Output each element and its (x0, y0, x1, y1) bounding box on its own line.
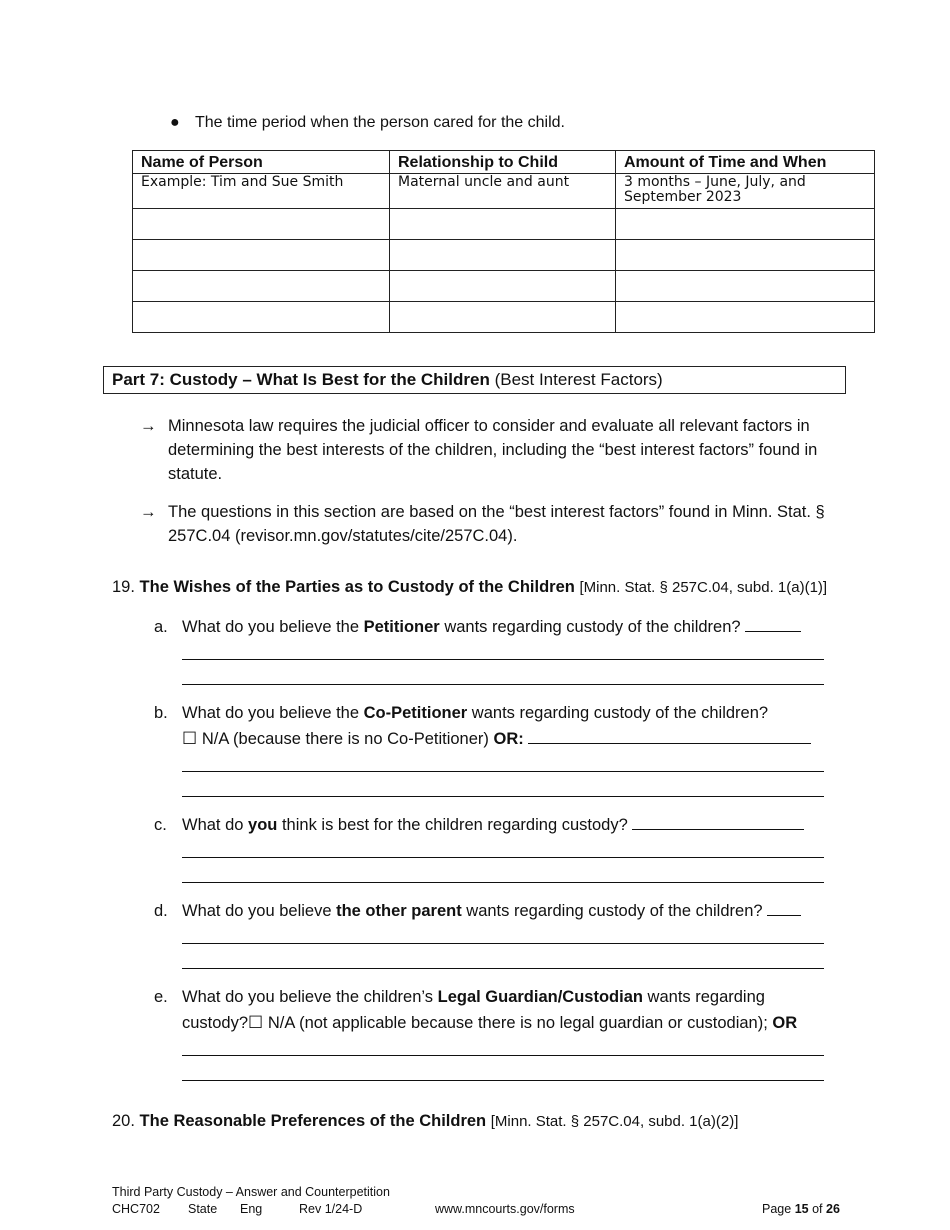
statute-citation: [Minn. Stat. § 257C.04, subd. 1(a)(1)] (579, 579, 828, 596)
item-letter: a. (154, 618, 168, 636)
na-label: N/A (because there is no Co-Petitioner) (201, 730, 489, 748)
question-title: The Reasonable Preferences of the Children (139, 1112, 487, 1130)
page-current: 15 (794, 1202, 809, 1216)
column-header: Relationship to Child (390, 151, 616, 174)
question-text-post: think is best for the children regarding custody? (277, 816, 628, 834)
item-letter: e. (154, 988, 168, 1006)
checkbox-icon[interactable]: ☐ (182, 729, 198, 748)
answer-line[interactable] (182, 882, 824, 883)
table-cell[interactable] (133, 271, 390, 302)
item-letter: b. (154, 704, 168, 722)
question-text-pre: What do (182, 816, 249, 834)
question-number: 20. (112, 1112, 135, 1130)
answer-blank[interactable] (767, 899, 801, 916)
answer-line[interactable] (182, 1080, 824, 1081)
question-text-post: wants regarding custody of the children? (461, 902, 763, 920)
table-cell: Example: Tim and Sue Smith (133, 174, 390, 209)
footer-state: State (188, 1202, 218, 1216)
answer-line[interactable] (182, 659, 824, 660)
question-text-pre: What do you believe (182, 902, 337, 920)
question-text-bold: Petitioner (363, 618, 440, 636)
answer-blank[interactable] (528, 727, 811, 744)
column-header: Name of Person (133, 151, 390, 174)
item-letter: c. (154, 816, 167, 834)
footer-revision: Rev 1/24-D (299, 1202, 363, 1216)
answer-line[interactable] (182, 796, 824, 797)
table-cell[interactable] (390, 240, 616, 271)
question-20-heading (112, 1112, 738, 1131)
question-text-bold: the other parent (336, 902, 462, 920)
arrow-right-icon: → (140, 503, 157, 521)
table-row[interactable] (133, 271, 875, 302)
na-option (182, 1010, 797, 1036)
answer-line[interactable] (182, 943, 824, 944)
page-label: Page (762, 1202, 792, 1216)
note-item (140, 414, 830, 488)
question-text-post: wants regarding custody of the children? (439, 618, 741, 636)
answer-blank[interactable] (632, 813, 804, 830)
question-text-post: wants regarding custody of the children? (467, 704, 769, 722)
bullet-text: The time period when the person cared for the child. (195, 114, 565, 131)
table-cell[interactable] (390, 209, 616, 240)
table-cell[interactable] (133, 209, 390, 240)
table-cell: 3 months – June, July, and September 2023 (616, 174, 875, 209)
na-option (182, 726, 811, 752)
or-label: OR: (493, 730, 524, 748)
answer-line[interactable] (182, 1055, 824, 1056)
question-text-post: wants regarding (642, 988, 765, 1006)
answer-blank[interactable] (745, 615, 801, 632)
question-text-pre: What do you believe the (182, 704, 364, 722)
table-cell[interactable] (390, 271, 616, 302)
table-row[interactable] (133, 209, 875, 240)
question-text (182, 984, 765, 1010)
table-cell[interactable] (616, 302, 875, 333)
table-cell[interactable] (616, 240, 875, 271)
table-row-example (133, 174, 875, 209)
table-cell[interactable] (390, 302, 616, 333)
question-text-pre: What do you believe the children’s (182, 988, 438, 1006)
footer-form-title: Third Party Custody – Answer and Counterpetition (112, 1185, 390, 1199)
question-text (182, 898, 801, 924)
answer-line[interactable] (182, 968, 824, 969)
answer-line[interactable] (182, 857, 824, 858)
answer-line[interactable] (182, 771, 824, 772)
part-7-heading (103, 366, 846, 394)
or-label: OR (772, 1014, 798, 1032)
arrow-right-icon: → (140, 417, 157, 435)
question-number: 19. (112, 578, 135, 596)
table-cell[interactable] (133, 240, 390, 271)
part-7-title: Part 7: Custody – What Is Best for the Children (112, 370, 490, 389)
footer-page-number (762, 1202, 840, 1216)
question-text-pre: What do you believe the (182, 618, 364, 636)
question-text-bold: Co-Petitioner (363, 704, 468, 722)
note-text: The questions in this section are based on the “best interest factors” found in Minn. Stat. § 257C.04 (revisor.mn.gov/statutes/cite/257C.04). (168, 503, 825, 545)
caregiver-table (132, 150, 875, 333)
question-text-bold: Legal Guardian/Custodian (437, 988, 643, 1006)
table-cell[interactable] (616, 271, 875, 302)
table-row[interactable] (133, 240, 875, 271)
table-row[interactable] (133, 302, 875, 333)
question-text (182, 700, 768, 726)
statute-citation: [Minn. Stat. § 257C.04, subd. 1(a)(2)] (490, 1113, 739, 1130)
table-cell: Maternal uncle and aunt (390, 174, 616, 209)
question-text (182, 812, 804, 838)
page-total: 26 (826, 1202, 840, 1216)
question-19-heading (112, 578, 827, 597)
checkbox-icon[interactable]: ☐ (248, 1013, 264, 1032)
na-label: N/A (not applicable because there is no legal guardian or custodian); (267, 1014, 768, 1032)
item-letter: d. (154, 902, 168, 920)
table-cell[interactable] (616, 209, 875, 240)
table-header-row (133, 151, 875, 174)
question-text-line2: custody? (182, 1014, 249, 1032)
bullet-icon: ● (170, 114, 180, 131)
note-text: Minnesota law requires the judicial officer to consider and evaluate all relevant factors in determining the best interests of the children, including the “best interest factors” found in statute. (168, 417, 818, 483)
question-text-bold: you (248, 816, 278, 834)
footer-language: Eng (240, 1202, 263, 1216)
part-7-subtitle: (Best Interest Factors) (494, 370, 663, 389)
page-of: of (812, 1202, 823, 1216)
question-title: The Wishes of the Parties as to Custody of the Children (139, 578, 575, 596)
question-text (182, 614, 801, 640)
footer-url[interactable]: www.mncourts.gov/forms (435, 1202, 575, 1216)
note-item (140, 500, 830, 550)
answer-line[interactable] (182, 684, 824, 685)
footer-form-code: CHC702 (112, 1202, 160, 1216)
table-cell[interactable] (133, 302, 390, 333)
column-header: Amount of Time and When (616, 151, 875, 174)
